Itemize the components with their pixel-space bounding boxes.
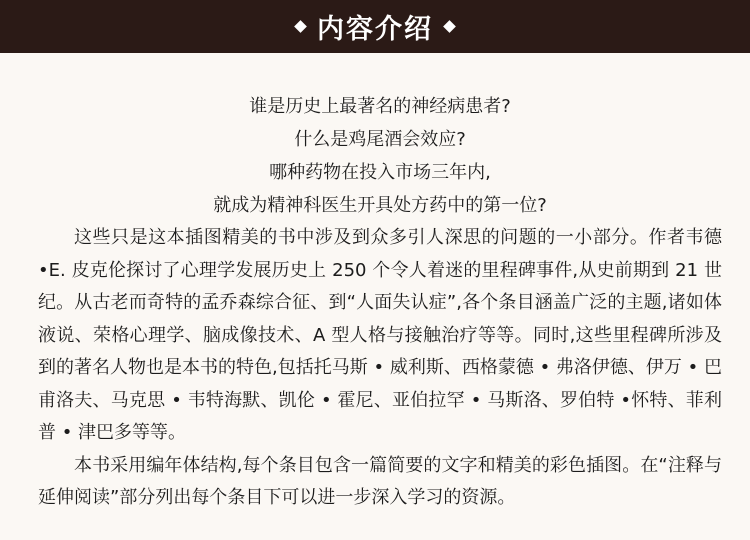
question-line: 就成为精神科医生开具处方药中的第一位?	[213, 195, 547, 216]
question-line: 哪种药物在投入市场三年内,	[269, 162, 491, 183]
section-header	[0, 0, 750, 53]
diamond-right-icon	[443, 20, 456, 33]
intro-paragraph: 这些只是这本插图精美的书中涉及到众多引人深思的问题的一小部分。作者韦德•E. 皮克伦探讨了心理学发展历史上 250 个令人着迷的里程碑事件,从史前期到 21 世纪。从古老而奇特的孟乔森综合征、到“人面失认症”,各个条目涵盖广泛的主题,诸如体液说、荣格心理学、脑成像技术、A 型人格与接触治疗等等。同时,这些里程碑所涉及到的著名人物也是本书的特色,包括托马斯 • 威利斯、西格蒙德 • 弗洛伊德、伊万 • 巴甫洛夫、马克思 • 韦特海默、凯伦 • 霍尼、亚伯拉罕 • 马斯洛、罗伯特 •怀特、菲利普 • 津巴多等等。	[38, 227, 722, 443]
section-header-inner	[296, 7, 454, 46]
question-line: 什么是鸡尾酒会效应?	[294, 129, 466, 150]
section-title: 内容介绍	[317, 14, 433, 45]
structure-paragraph: 本书采用编年体结构,每个条目包含一篇简要的文字和精美的彩色插图。在“注释与延伸阅读”部分列出每个条目下可以进一步深入学习的资源。	[38, 454, 722, 508]
diamond-left-icon	[294, 20, 307, 33]
description-body	[38, 90, 722, 515]
question-line: 谁是历史上最著名的神经病患者?	[249, 96, 511, 117]
